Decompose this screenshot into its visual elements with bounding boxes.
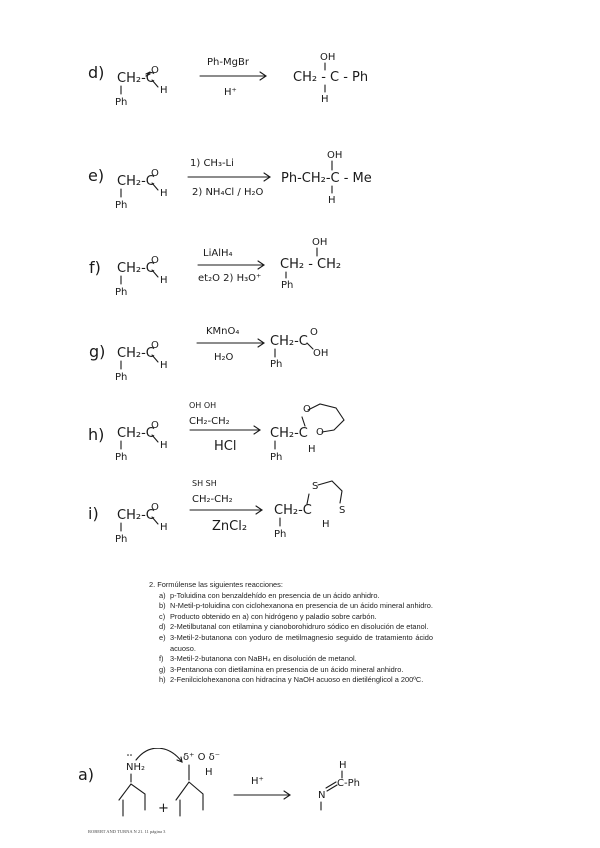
substrate-hydrogen: H: [160, 522, 168, 533]
substrate-chain: CH₂-C: [117, 261, 155, 276]
substrate-oxygen: O: [151, 65, 159, 76]
reagent-bottom: HCl: [214, 439, 237, 454]
item-text: N-Metil-p-toluidina con ciclohexanona en presencia de un ácido mineral anhidro.: [170, 601, 433, 611]
reaction-h: [88, 401, 344, 463]
reagent-top: 1) CH₃-Li: [190, 158, 234, 169]
substrate-hydrogen: H: [160, 85, 168, 96]
substrate-chain: CH₂-C: [117, 174, 155, 189]
substrate-chain: CH₂-C: [117, 71, 155, 86]
answer-letter: a): [78, 765, 95, 784]
product-phenyl: Ph: [270, 452, 283, 463]
reaction-e: [88, 150, 372, 211]
substrate-chain: CH₂-C: [117, 508, 155, 523]
product-bottom-group: Ph: [281, 280, 294, 291]
product-bottom-group: H: [328, 195, 336, 206]
item-text: p-Toluidina con benzaldehído en presencia de un ácido anhidro.: [170, 590, 380, 600]
substrate-oxygen: O: [151, 340, 159, 351]
substrate-phenyl: Ph: [115, 97, 128, 108]
product-carbon: C-Ph: [337, 778, 360, 789]
item-text: 3-Metil-2-butanona con yoduro de metilmagnesio seguido de tratamiento ácido acuoso.: [170, 632, 433, 653]
item-label: d): [159, 622, 166, 632]
reaction-letter: f): [89, 258, 101, 277]
product-ring-oxygen: O: [303, 404, 311, 415]
reagent-top-groups: OH OH: [189, 401, 217, 410]
item-text: 3-Metil-2-butanona con NaBH₄ en disolución de metanol.: [170, 654, 357, 664]
product-hydrogen: H: [339, 760, 347, 771]
product-hydroxyl: OH: [313, 348, 329, 359]
substrate-phenyl: Ph: [115, 372, 128, 383]
substrate-oxygen: O: [151, 255, 159, 266]
dithiane-ring: [318, 481, 342, 503]
problem-items: [149, 591, 433, 686]
product-main: CH₂ - C - Ph: [293, 70, 369, 85]
plus-sign: +: [158, 801, 169, 816]
substrate-phenyl: Ph: [115, 200, 128, 211]
item-label: g): [159, 664, 166, 674]
dioxolane-ring: [308, 404, 344, 432]
item-text: Producto obtenido en a) con hidrógeno y paladio sobre carbón.: [170, 611, 377, 621]
reagent-bottom: H⁺: [224, 87, 237, 98]
reaction-letter: d): [88, 63, 105, 82]
page-footer: ROBERT AND TURNA N 21. 11 página 3: [88, 829, 166, 834]
product-oxygen: O: [310, 327, 318, 338]
substrate-chain: CH₂-C: [117, 346, 155, 361]
product-top-group: OH: [327, 150, 343, 161]
reagent-top: KMnO₄: [206, 326, 240, 337]
problem-item: [159, 633, 433, 654]
product-top-group: OH: [320, 52, 336, 63]
reaction-letter: g): [89, 342, 106, 361]
answer-reagent: H⁺: [251, 776, 264, 787]
reaction-letter: i): [88, 504, 99, 523]
product-bottom-group: H: [321, 94, 329, 105]
problem-item: [159, 612, 433, 623]
problem-item: [159, 601, 433, 612]
reagent-top: Ph-MgBr: [207, 57, 249, 68]
product-phenyl: Ph: [270, 359, 283, 370]
problem-title: 2. Formúlense las siguientes reacciones:: [149, 580, 283, 589]
substrate-phenyl: Ph: [115, 452, 128, 463]
problem-item: [159, 665, 433, 676]
item-text: 2-Fenilciclohexanona con hidracina y NaOH acuoso en dietilénglicol a 200ºC.: [170, 675, 424, 685]
reaction-letter: e): [88, 166, 105, 185]
reagent-bottom: 2) NH₄Cl / H₂O: [192, 187, 264, 198]
substrate-oxygen: O: [151, 168, 159, 179]
reagent-top-groups: SH SH: [192, 479, 217, 488]
product-nitrogen: N: [318, 790, 326, 801]
item-label: c): [159, 611, 166, 621]
substrate-hydrogen: H: [160, 188, 168, 199]
reagent-bottom: H₂O: [214, 352, 234, 363]
product-main: Ph-CH₂-C - Me: [281, 171, 372, 186]
substrate-hydrogen: H: [160, 360, 168, 371]
amine-group: NH₂: [126, 762, 146, 773]
item-label: e): [159, 632, 166, 642]
item-text: 3-Pentanona con dietilamina en presencia de un ácido mineral anhidro.: [170, 664, 404, 674]
item-label: b): [159, 601, 166, 611]
reagent-top: LiAlH₄: [203, 248, 233, 259]
reaction-g: [89, 326, 328, 383]
reaction-i: [88, 479, 345, 545]
problem-item: [159, 622, 433, 633]
reagent-bottom: ZnCl₂: [212, 519, 248, 534]
reagent-bottom: et₂O 2) H₃O⁺: [198, 273, 262, 284]
product-phenyl: Ph: [274, 529, 287, 540]
product-main: CH₂-C: [274, 503, 312, 518]
problem-2: [149, 580, 433, 686]
product-ring-sulfur-2: S: [339, 505, 346, 516]
item-label: f): [159, 654, 164, 664]
substrate-phenyl: Ph: [115, 534, 128, 545]
problem-item: [159, 591, 433, 602]
product-ring-oxygen-2: O: [316, 427, 324, 438]
charge-labels: δ⁺ O δ⁻: [183, 752, 221, 763]
product-hydrogen: H: [308, 444, 316, 455]
item-label: a): [159, 590, 166, 600]
reagent-top: CH₂-CH₂: [189, 416, 230, 427]
electron-arrow: [136, 748, 182, 762]
product-main: CH₂ - CH₂: [280, 257, 342, 272]
substrate-phenyl: Ph: [115, 287, 128, 298]
item-label: h): [159, 675, 166, 685]
product-main: CH₂-C: [270, 334, 308, 349]
reaction-d: [88, 52, 368, 108]
item-text: 2-Metilbutanal con etilamina y cianoborohidruro sódico en disolución de etanol.: [170, 622, 429, 632]
reaction-f: [89, 237, 341, 298]
reaction-letter: h): [88, 425, 105, 444]
substrate-oxygen: O: [151, 502, 159, 513]
product-hydrogen: H: [322, 519, 330, 530]
problem-item: [159, 654, 433, 665]
problem-item: [159, 675, 433, 686]
reagent-top: CH₂-CH₂: [192, 494, 233, 505]
product-main: CH₂-C: [270, 426, 308, 441]
substrate-chain: CH₂-C: [117, 426, 155, 441]
substrate-oxygen: O: [151, 420, 159, 431]
substrate-hydrogen: H: [160, 275, 168, 286]
product-top-group: OH: [312, 237, 328, 248]
product-ring-sulfur: S: [312, 481, 319, 492]
substrate-hydrogen: H: [160, 440, 168, 451]
aldehyde-hydrogen: H: [205, 767, 213, 778]
